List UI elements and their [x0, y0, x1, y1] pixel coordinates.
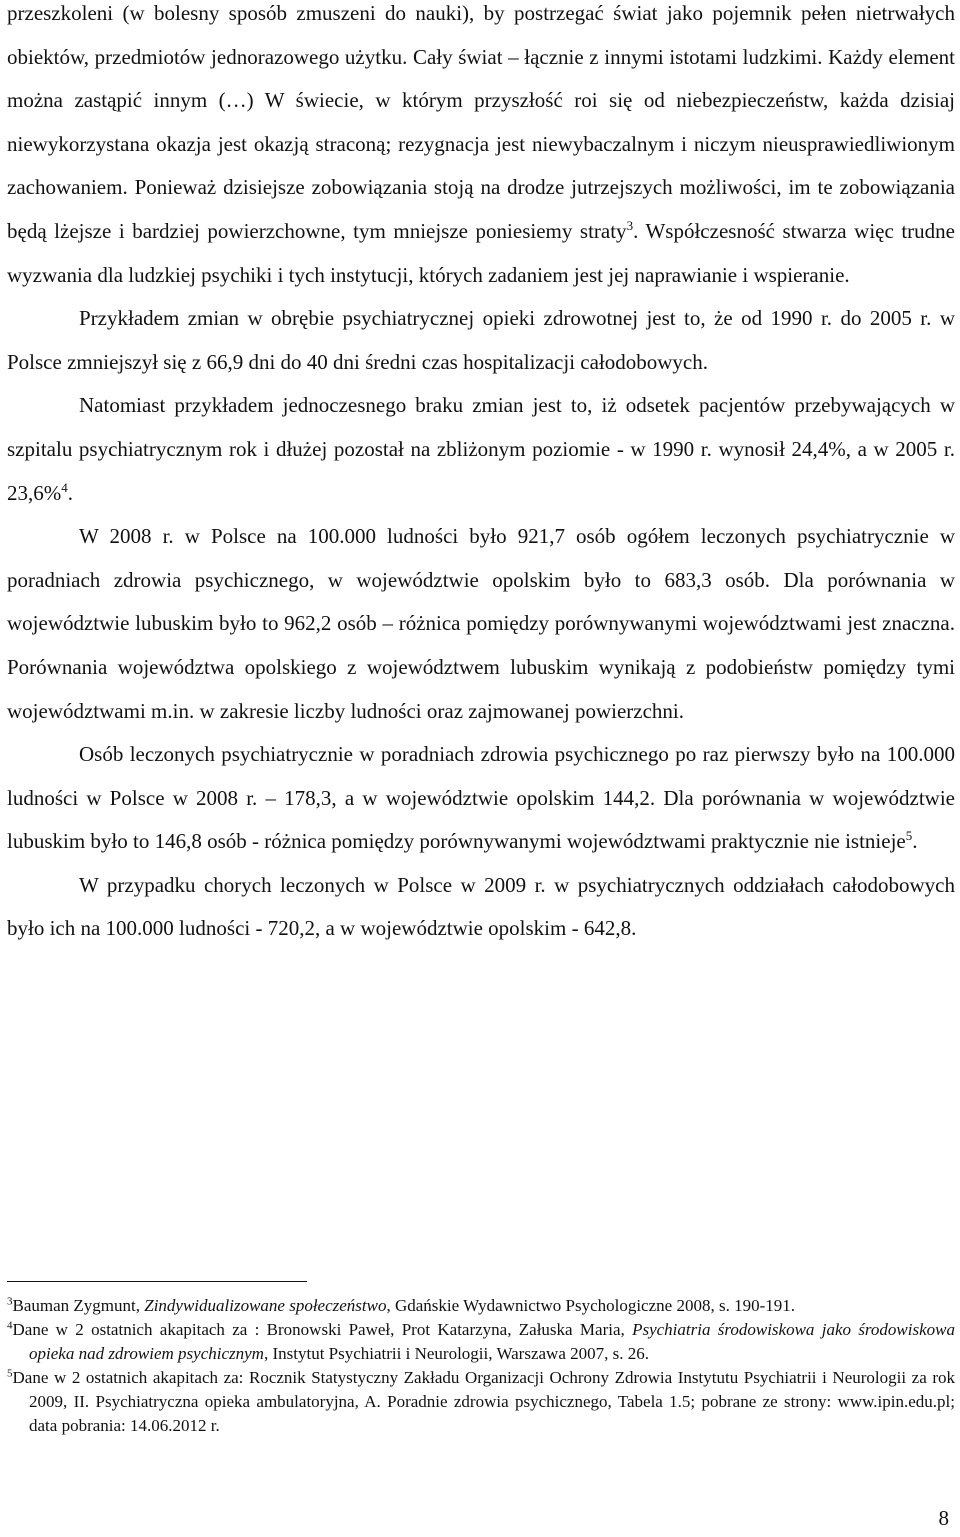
- footnotes: [7, 1294, 955, 1438]
- paragraph-5-text: Osób leczonych psychiatrycznie w poradniach zdrowia psychicznego po raz pierwszy było na 100.000 ludności w Polsce w 2008 r. – 178,3, a w województwie opolskim 144,2. Dla porównania w województwie lubuskim było to 146,8 osób - różnica pomiędzy porównywanymi województwami praktycznie nie istnieje: [7, 742, 955, 854]
- paragraph-2: Przykładem zmian w obrębie psychiatrycznej opieki zdrowotnej jest to, że od 1990 r. do 2005 r. w Polsce zmniejszył się z 66,9 dni do 40 dni średni czas hospitalizacji całodobowych.: [7, 306, 955, 374]
- paragraph-3-tail: .: [67, 480, 73, 505]
- paragraph-5: [7, 733, 955, 864]
- footnote-text: , Gdańskie Wydawnictwo Psychologiczne 2008, s. 190-191.: [386, 1296, 795, 1315]
- footnote-text: Dane w 2 ostatnich akapitach za: Rocznik Statystyczny Zakładu Organizacji Ochrony Zdrowia Instytutu Psychiatrii i Neurologii za rok 2009, II. Psychiatryczna opieka ambulatoryjna, A. Poradnie zdrowia psychicznego, Tabela 1.5; pobrane ze strony: www.ipin.edu.pl; data pobrania: 14.06.2012 r.: [12, 1368, 955, 1435]
- footnote-number: 3: [7, 1295, 13, 1308]
- footnote-ref-4[interactable]: 4: [61, 479, 68, 495]
- paragraph-1: [7, 0, 955, 297]
- paragraph-3-text: Natomiast przykładem jednoczesnego braku zmian jest to, iż odsetek pacjentów przebywających w szpitalu psychiatrycznym rok i dłużej pozostał na zbliżonym poziomie - w 1990 r. wynosił 24,4%, a w 2005 r. 23,6%: [7, 393, 955, 505]
- footnote-number: 4: [7, 1319, 13, 1332]
- footnote-ref-3[interactable]: 3: [626, 217, 634, 233]
- footnote-text: , Instytut Psychiatrii i Neurologii, Warszawa 2007, s. 26.: [263, 1344, 649, 1363]
- footnote-3: [7, 1294, 955, 1318]
- paragraph-5-tail: .: [912, 829, 918, 854]
- page-number: 8: [938, 1506, 949, 1530]
- paragraph-1-text: przeszkoleni (w bolesny sposób zmuszeni do nauki), by postrzegać świat jako pojemnik pełen nietrwałych obiektów, przedmiotów jednorazowego użytku. Cały świat – łącznie z innymi istotami ludzkimi. Każdy element można zastąpić innym (…) W świecie, w którym przyszłość roi się od niebezpieczeństw, każda dzisiaj niewykorzystana okazja jest okazją straconą; rezygnacja jest niewybaczalnym i niczym nieusprawiedliwionym zachowaniem. Ponieważ dzisiejsze zobowiązania stoją na drodze jutrzejszych możliwości, im te zobowiązania będą lżejsze i bardziej powierzchowne, tym mniejsze poniesiemy straty: [7, 1, 955, 243]
- footnote-5: [7, 1366, 955, 1438]
- body-text: [7, 0, 955, 951]
- paragraph-1-tail: . Współczesność stwarza więc trudne wyzwania dla ludzkiej psychiki i tych instytucji, których zadaniem jest jej naprawianie i wspieranie.: [7, 218, 955, 287]
- footnote-title: Psychiatria środowiskowa jako środowiskowa opieka nad zdrowiem psychicznym: [29, 1320, 955, 1363]
- paragraph-6: W przypadku chorych leczonych w Polsce w 2009 r. w psychiatrycznych oddziałach całodobowych było ich na 100.000 ludności - 720,2, a w województwie opolskim - 642,8.: [7, 872, 955, 941]
- document-page: [7, 0, 955, 1530]
- footnote-4: [7, 1318, 955, 1366]
- footnote-text: Bauman Zygmunt,: [12, 1296, 145, 1315]
- paragraph-3: [7, 384, 955, 515]
- footnote-separator: [7, 1281, 307, 1282]
- paragraph-4: W 2008 r. w Polsce na 100.000 ludności było 921,7 osób ogółem leczonych psychiatrycznie w poradniach zdrowia psychicznego, w województwie opolskim było to 683,3 osób. Dla porównania w województwie lubuskim było to 962,2 osób – różnica pomiędzy porównywanymi województwami jest znaczna. Porównania województwa opolskiego z województwem lubuskim wynikają z podobieństw pomiędzy tymi województwami m.in. w zakresie liczby ludności oraz zajmowanej powierzchni.: [7, 524, 955, 723]
- footnote-text: Dane w 2 ostatnich akapitach za : Bronowski Paweł, Prot Katarzyna, Załuska Maria,: [12, 1320, 633, 1339]
- footnote-number: 5: [7, 1367, 13, 1380]
- footnote-title: Zindywidualizowane społeczeństwo: [144, 1296, 387, 1315]
- footnote-ref-5[interactable]: 5: [905, 828, 913, 844]
